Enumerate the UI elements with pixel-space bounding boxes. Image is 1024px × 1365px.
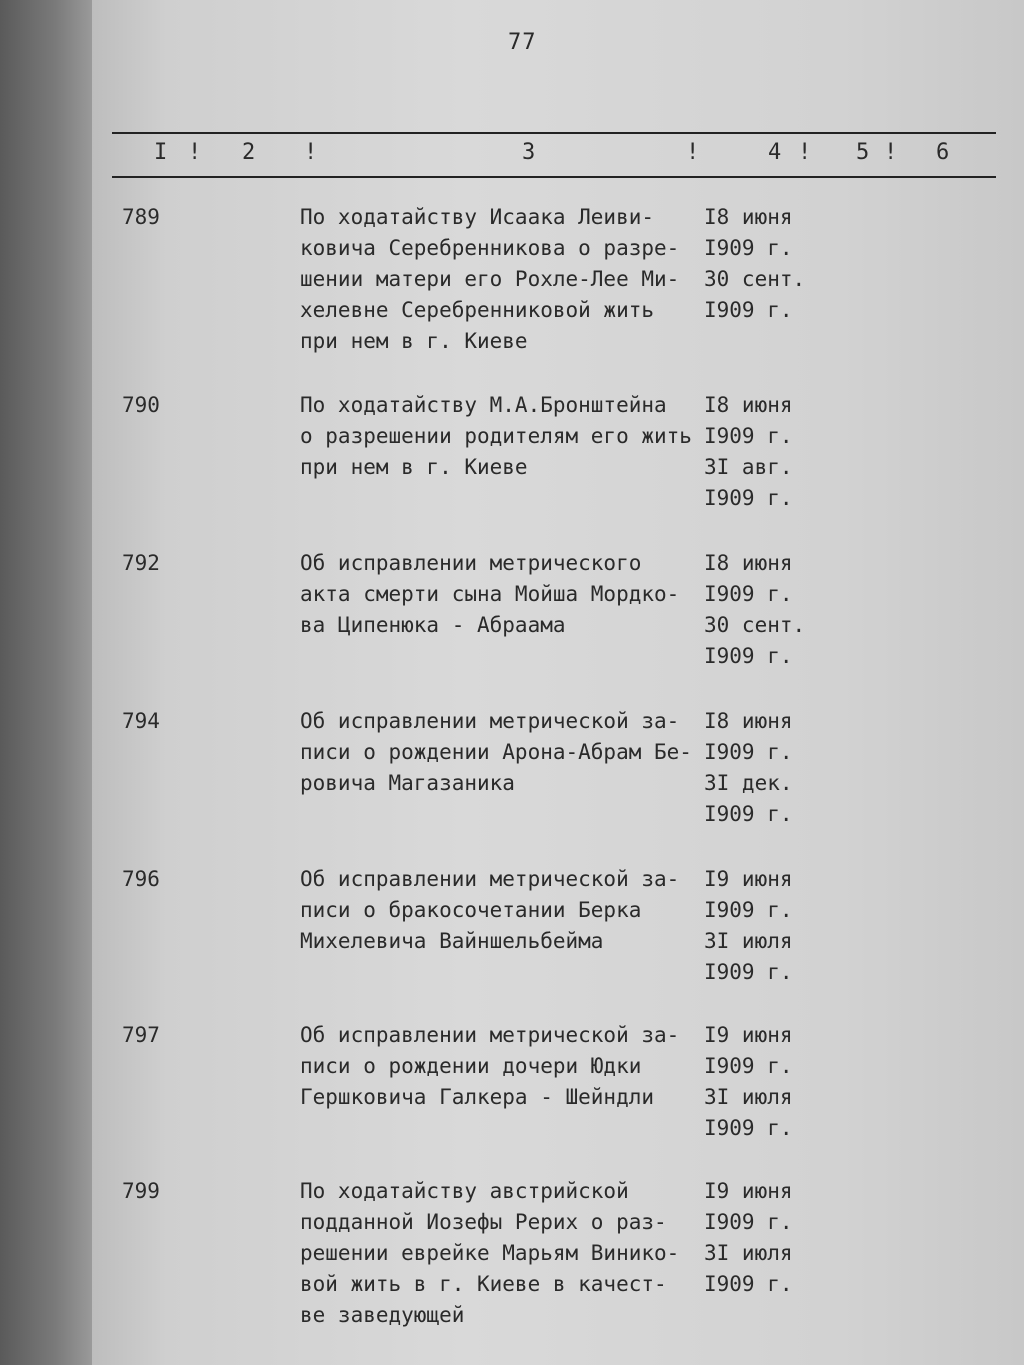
entry-dates: [704, 548, 824, 672]
entry-dates: [704, 202, 824, 326]
description-line: вой жить в г. Киеве в качест-: [300, 1272, 667, 1296]
entry-description: [300, 1176, 700, 1331]
start-year: I909 г.: [704, 424, 793, 448]
header-col-5: 5: [856, 140, 870, 165]
entry-description: [300, 706, 700, 799]
entry-dates: [704, 390, 824, 514]
page-number: 77: [508, 30, 537, 55]
start-date: I8 июня: [704, 393, 793, 417]
description-line: ковича Серебренникова о разре-: [300, 236, 680, 260]
description-line: По ходатайству Исаака Леиви-: [300, 205, 655, 229]
table-header: [92, 140, 1024, 172]
header-separator: !: [798, 140, 812, 165]
description-line: Михелевича Вайншельбейма: [300, 929, 604, 953]
start-date: I8 июня: [704, 709, 793, 733]
entry-description: [300, 548, 700, 641]
header-separator: !: [304, 140, 318, 165]
end-year: I909 г.: [704, 1272, 793, 1296]
end-year: I909 г.: [704, 960, 793, 984]
description-line: при нем в г. Киеве: [300, 455, 528, 479]
start-date: I9 июня: [704, 1179, 793, 1203]
entry-number: 799: [122, 1179, 160, 1203]
end-date: 30 сент.: [704, 613, 806, 637]
end-year: I909 г.: [704, 644, 793, 668]
end-date: 3I дек.: [704, 771, 793, 795]
description-line: писи о рождении Арона-Абрам Бе-: [300, 740, 692, 764]
description-line: ве заведующей: [300, 1303, 465, 1327]
description-line: Об исправлении метрической за-: [300, 867, 680, 891]
entry-number: 789: [122, 205, 160, 229]
description-line: Об исправлении метрической за-: [300, 1023, 680, 1047]
description-line: шении матери его Рохле-Лее Ми-: [300, 267, 680, 291]
document-page: [92, 0, 1024, 1365]
description-line: Об исправлении метрической за-: [300, 709, 680, 733]
description-line: при нем в г. Киеве: [300, 329, 528, 353]
description-line: акта смерти сына Мойша Мордко-: [300, 582, 680, 606]
start-year: I909 г.: [704, 740, 793, 764]
end-year: I909 г.: [704, 802, 793, 826]
header-col-2: 2: [242, 140, 256, 165]
end-date: 3I авг.: [704, 455, 793, 479]
entry-dates: [704, 1020, 824, 1144]
entry-number: 796: [122, 867, 160, 891]
description-line: подданной Иозефы Рерих о раз-: [300, 1210, 667, 1234]
entry-description: [300, 864, 700, 957]
description-line: писи о бракосочетании Берка: [300, 898, 642, 922]
end-date: 3I июля: [704, 1085, 793, 1109]
header-separator: !: [884, 140, 898, 165]
start-date: I9 июня: [704, 1023, 793, 1047]
description-line: решении еврейке Марьям Винико-: [300, 1241, 680, 1265]
header-separator: !: [188, 140, 202, 165]
end-date: 3I июля: [704, 929, 793, 953]
header-col-3: 3: [522, 140, 536, 165]
description-line: писи о рождении дочери Юдки: [300, 1054, 642, 1078]
description-line: Гершковича Галкера - Шейндли: [300, 1085, 655, 1109]
description-line: о разрешении родителям его жить: [300, 424, 692, 448]
entry-number: 790: [122, 393, 160, 417]
header-col-4: 4: [768, 140, 782, 165]
entry-dates: [704, 706, 824, 830]
description-line: ровича Магазаника: [300, 771, 515, 795]
entry-number: 792: [122, 551, 160, 575]
end-date: 30 сент.: [704, 267, 806, 291]
start-year: I909 г.: [704, 1210, 793, 1234]
entry-description: [300, 202, 700, 357]
description-line: ва Ципенюка - Абраама: [300, 613, 566, 637]
start-year: I909 г.: [704, 898, 793, 922]
start-date: I8 июня: [704, 551, 793, 575]
header-rule-top: [112, 132, 996, 134]
header-col-1: I: [154, 140, 168, 165]
entry-dates: [704, 1176, 824, 1300]
start-date: I9 июня: [704, 867, 793, 891]
description-line: Об исправлении метрического: [300, 551, 642, 575]
start-year: I909 г.: [704, 1054, 793, 1078]
scan-background-edge: [0, 0, 92, 1365]
start-year: I909 г.: [704, 236, 793, 260]
entry-description: [300, 1020, 700, 1113]
description-line: По ходатайству М.А.Бронштейна: [300, 393, 667, 417]
entry-number: 794: [122, 709, 160, 733]
entry-number: 797: [122, 1023, 160, 1047]
end-date: 3I июля: [704, 1241, 793, 1265]
description-line: По ходатайству австрийской: [300, 1179, 629, 1203]
header-separator: !: [686, 140, 700, 165]
description-line: хелевне Серебренниковой жить: [300, 298, 655, 322]
end-year: I909 г.: [704, 486, 793, 510]
end-year: I909 г.: [704, 298, 793, 322]
start-date: I8 июня: [704, 205, 793, 229]
start-year: I909 г.: [704, 582, 793, 606]
header-col-6: 6: [936, 140, 950, 165]
entry-description: [300, 390, 700, 483]
entry-dates: [704, 864, 824, 988]
end-year: I909 г.: [704, 1116, 793, 1140]
header-rule-bottom: [112, 176, 996, 178]
